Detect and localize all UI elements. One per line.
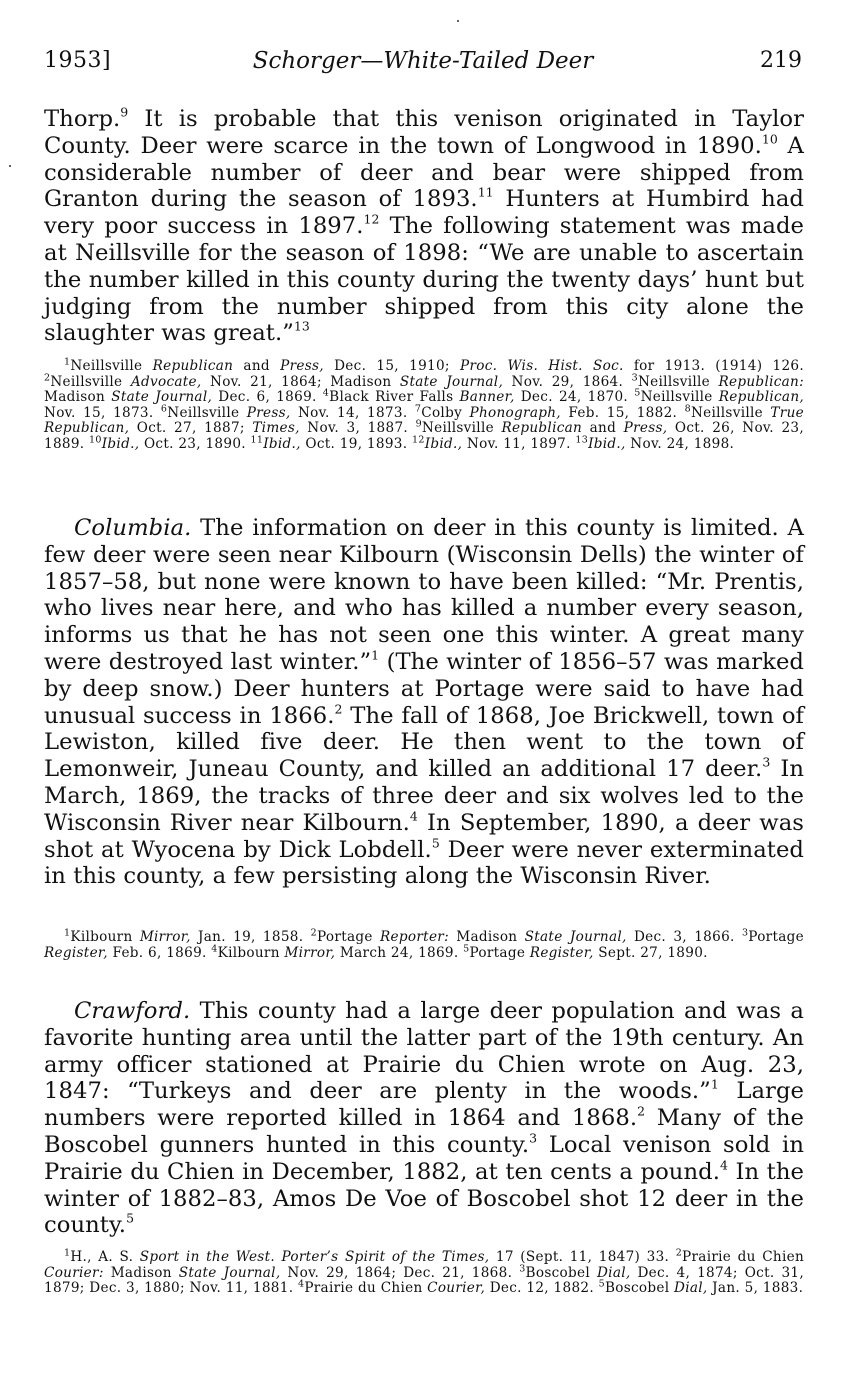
text-run: Dec. 24, 1870. bbox=[514, 389, 635, 406]
footnote-marker: 3 bbox=[519, 1262, 526, 1274]
text-run: Oct. 26, Nov. 23, 1889. bbox=[44, 420, 804, 452]
text-run: Dec. 4, 1874; Oct. 31, 1879; Dec. 3, 1880; Nov. 11, 1881. bbox=[44, 1264, 804, 1297]
footnote-marker: 13 bbox=[575, 434, 589, 446]
text-run: H., A. S. bbox=[70, 1249, 140, 1265]
footnote-ref: 1 bbox=[710, 1077, 719, 1093]
footnote-ref: 5 bbox=[431, 835, 440, 851]
italic-text: Ibid., bbox=[424, 435, 463, 452]
footnote-ref: 11 bbox=[477, 185, 494, 201]
text-run: Kilbourn bbox=[70, 929, 140, 945]
footnote-ref: 13 bbox=[293, 319, 310, 335]
text-run: March 24, 1869. bbox=[335, 944, 464, 961]
italic-text: Dial, bbox=[596, 1264, 631, 1281]
text-run: Neillsville bbox=[690, 404, 771, 421]
italic-text: Republican: bbox=[718, 373, 804, 390]
italic-text: Ibid., bbox=[263, 435, 301, 452]
text-run: for 1913. (1914) 126. bbox=[623, 358, 804, 374]
text-run: Thorp. bbox=[44, 106, 121, 132]
italic-text: Press, bbox=[623, 420, 668, 437]
text-run: In September, 1890, a deer was shot at Wyocena by Dick Lobdell. bbox=[44, 809, 804, 863]
italic-text: Press, bbox=[246, 404, 291, 421]
italic-text: Banner, bbox=[459, 389, 515, 406]
text-paragraph bbox=[44, 1247, 805, 1297]
italic-text: Advocate, bbox=[130, 373, 202, 390]
text-run: Madison bbox=[103, 1264, 179, 1281]
text-run: Portage bbox=[469, 944, 530, 961]
footnote-marker: 12 bbox=[411, 434, 425, 446]
text-run: The following statement was made at Neillsville for the season of 1898: “We are unable to ascertain the number killed in this county during the twenty days’ hunt but judging from the number shipped from this city alone the slaughter was great.” bbox=[44, 213, 805, 347]
text-run: The information on deer in this county is limited. A few deer were seen near Kilbourn (Wisconsin Dells) the winter of 1857–58, but none were known to have been killed: “Mr. Prentis, who lives near here, and who has killed a number every season, informs us that he has not seen one this winter. A great many were destroyed last winter.” bbox=[44, 515, 804, 675]
text-run: Neillsville bbox=[640, 389, 719, 406]
italic-text: Proc. Wis. Hist. Soc. bbox=[460, 358, 624, 374]
footnote-ref: 4 bbox=[409, 808, 418, 824]
footnotes-columbia bbox=[44, 927, 804, 961]
text-run: In the winter of 1882–83, Amos De Voe of Boscobel shot 12 deer in the county. bbox=[44, 1158, 804, 1239]
footnote-ref: 2 bbox=[334, 701, 343, 717]
text-run: Sept. 27, 1890. bbox=[593, 944, 708, 961]
text-run: Nov. 11, 1897. bbox=[462, 435, 576, 452]
footnote-marker: 2 bbox=[44, 371, 51, 383]
italic-text: State Journal, bbox=[399, 373, 504, 390]
italic-text: Republican, bbox=[718, 389, 804, 406]
text-run: Dec. 12, 1882. bbox=[485, 1280, 599, 1297]
text-run: Neillsville bbox=[421, 420, 502, 437]
italic-text: Republican bbox=[152, 358, 234, 374]
text-run: Dec. 15, 1910; bbox=[323, 358, 461, 374]
text-run: Oct. 23, 1890. bbox=[139, 435, 251, 452]
text-paragraph bbox=[44, 998, 804, 1239]
text-run: Nov. 15, 1873. bbox=[44, 404, 161, 421]
text-run: Nov. 29, 1864. bbox=[503, 373, 632, 390]
stray-mark bbox=[9, 165, 11, 167]
text-run: Boscobel bbox=[604, 1280, 675, 1297]
text-run: Neillsville bbox=[50, 373, 131, 390]
footnote-marker: 4 bbox=[211, 942, 218, 954]
text-run: Dec. 3, 1866. bbox=[626, 929, 742, 945]
italic-text: True Republican, bbox=[44, 404, 804, 437]
footnote-ref: 2 bbox=[637, 1103, 646, 1119]
text-run: It is probable that this venison originated in Taylor County. Deer were scarce in the town of Longwood in 1890. bbox=[44, 106, 804, 159]
footnote-marker: 5 bbox=[598, 1278, 605, 1290]
text-run: and bbox=[582, 420, 624, 437]
footnote-marker: 10 bbox=[89, 434, 102, 446]
text-run: Prairie du Chien bbox=[682, 1249, 805, 1265]
text-run: Local venison sold in Prairie du Chien in December, 1882, at ten cents a pound. bbox=[44, 1131, 804, 1185]
section-heading-crawford: Crawford. bbox=[74, 998, 191, 1024]
footnote-ref: 1 bbox=[371, 647, 380, 663]
paragraph-columbia bbox=[44, 515, 804, 890]
text-run: Oct. 19, 1893. bbox=[300, 435, 412, 452]
footnote-ref: 3 bbox=[762, 754, 771, 770]
text-run: Neillsville bbox=[167, 404, 247, 421]
text-run: Nov. 24, 1898. bbox=[625, 435, 735, 452]
footnote-ref: 5 bbox=[126, 1211, 135, 1227]
section-heading-columbia: Columbia. bbox=[74, 515, 192, 541]
text-run: Large numbers were reported killed in 1864 and 1868. bbox=[44, 1078, 804, 1132]
footnote-marker: 1 bbox=[64, 1247, 71, 1259]
text-run: 17 (Sept. 11, 1847) 33. bbox=[489, 1249, 676, 1265]
italic-text: Courier, bbox=[427, 1280, 486, 1297]
italic-text: Sport in the West. Porter’s Spirit of the Times, bbox=[139, 1249, 490, 1265]
page-number: 219 bbox=[760, 48, 802, 73]
footnote-marker: 4 bbox=[322, 387, 330, 399]
text-run: Jan. 5, 1883. bbox=[707, 1280, 804, 1297]
footnote-marker: 4 bbox=[297, 1278, 305, 1290]
text-run: Neillsville bbox=[637, 373, 719, 390]
footnote-marker: 11 bbox=[250, 434, 264, 446]
text-paragraph bbox=[44, 106, 804, 347]
italic-text: Courier: bbox=[44, 1264, 104, 1281]
italic-text: Dial, bbox=[674, 1280, 708, 1297]
text-run: In March, 1869, the tracks of three deer and six wolves led to the Wisconsin River near Kilbourn. bbox=[44, 756, 804, 836]
footnote-marker: 3 bbox=[631, 371, 638, 383]
footnote-marker: 6 bbox=[160, 403, 168, 415]
text-run: This county had a large deer population and was a favorite hunting area until the latter part of the 19th century. An army officer stationed at Prairie du Chien wrote on Aug. 23, 1847: “Turkeys and deer are plenty in the woods.” bbox=[44, 998, 804, 1105]
text-run: Many of the Boscobel gunners hunted in this county. bbox=[44, 1105, 805, 1158]
footnote-marker: 9 bbox=[415, 418, 422, 430]
paragraph-crawford bbox=[44, 998, 804, 1239]
italic-text: Republican bbox=[501, 420, 583, 437]
text-run: Hunters at Humbird had very poor success in 1897. bbox=[44, 186, 804, 240]
text-run: Portage bbox=[748, 929, 804, 945]
italic-text: Register, bbox=[529, 944, 594, 961]
italic-text: Mirror, bbox=[139, 929, 191, 945]
footnote-ref: 4 bbox=[719, 1157, 728, 1173]
text-run: Nov. 21, 1864; Madison bbox=[201, 373, 400, 390]
text-run: Black River Falls bbox=[329, 389, 460, 406]
italic-text: State Journal, bbox=[111, 389, 213, 406]
footnote-marker: 3 bbox=[741, 927, 749, 939]
text-run: Colby bbox=[421, 404, 470, 421]
footnote-marker: 2 bbox=[310, 927, 318, 939]
stray-mark bbox=[457, 20, 459, 22]
text-run: Nov. 29, 1864; Dec. 21, 1868. bbox=[280, 1264, 520, 1281]
footnote-marker: 5 bbox=[634, 387, 641, 399]
text-run: Portage bbox=[317, 929, 381, 945]
text-run: Nov. 14, 1873. bbox=[290, 404, 415, 421]
header-year: 1953] bbox=[44, 48, 112, 73]
text-run: A considerable number of deer and bear were shipped from Granton during the season of 1893. bbox=[44, 132, 804, 213]
text-paragraph bbox=[44, 927, 804, 961]
header-title: Schorger—White-Tailed Deer bbox=[252, 48, 594, 74]
footnote-marker: 8 bbox=[684, 403, 691, 415]
text-run: Nov. 3, 1887. bbox=[299, 420, 416, 437]
italic-text: Ibid., bbox=[588, 435, 626, 452]
text-run: Prairie du Chien bbox=[304, 1280, 428, 1297]
italic-text: Register, bbox=[44, 944, 108, 961]
footnote-marker: 1 bbox=[64, 927, 71, 939]
footnotes-crawford bbox=[44, 1247, 805, 1297]
text-run: Jan. 19, 1858. bbox=[190, 929, 311, 945]
text-run: Kilbourn bbox=[217, 944, 285, 961]
footnote-ref: 3 bbox=[529, 1130, 538, 1146]
footnote-marker: 5 bbox=[463, 942, 470, 954]
italic-text: State Journal, bbox=[524, 929, 627, 945]
text-run: Madison bbox=[44, 389, 112, 406]
paragraph-taylor-continued bbox=[44, 106, 804, 347]
italic-text: Mirror, bbox=[284, 944, 336, 961]
running-header bbox=[44, 46, 802, 80]
text-paragraph bbox=[44, 515, 804, 890]
text-run: Deer were never exterminated in this county, a few persisting along the Wisconsin River. bbox=[44, 836, 805, 890]
italic-text: Ibid., bbox=[101, 435, 140, 452]
text-run: Neillsville bbox=[70, 358, 153, 374]
text-run: (The winter of 1856–57 was marked by deep snow.) Deer hunters at Portage were said to have had unusual success in 1866. bbox=[44, 648, 804, 729]
text-run: Oct. 27, 1887; bbox=[129, 420, 253, 437]
italic-text: Times, bbox=[252, 420, 300, 437]
italic-text: State Journal, bbox=[178, 1264, 281, 1281]
text-paragraph bbox=[44, 356, 804, 453]
text-run: Boscobel bbox=[525, 1264, 597, 1281]
footnotes-taylor bbox=[44, 356, 804, 453]
italic-text: Press, bbox=[280, 358, 324, 374]
text-run: Madison bbox=[448, 929, 525, 945]
footnote-marker: 1 bbox=[64, 356, 71, 368]
italic-text: Phonograph, bbox=[469, 404, 561, 421]
footnote-ref: 9 bbox=[120, 104, 129, 120]
text-run: The fall of 1868, Joe Brickwell, town of Lewiston, killed five deer. He then went to the town of Lemonweir, Juneau County, and killed an additional 17 deer. bbox=[44, 702, 804, 783]
text-run: Feb. 15, 1882. bbox=[560, 404, 685, 421]
text-run: Feb. 6, 1869. bbox=[107, 944, 212, 961]
text-run: and bbox=[233, 358, 281, 374]
italic-text: Reporter: bbox=[380, 929, 449, 945]
footnote-ref: 10 bbox=[761, 131, 778, 147]
text-run: Dec. 6, 1869. bbox=[212, 389, 323, 406]
footnote-marker: 2 bbox=[675, 1247, 683, 1259]
footnote-marker: 7 bbox=[414, 403, 422, 415]
footnote-ref: 12 bbox=[363, 211, 380, 227]
